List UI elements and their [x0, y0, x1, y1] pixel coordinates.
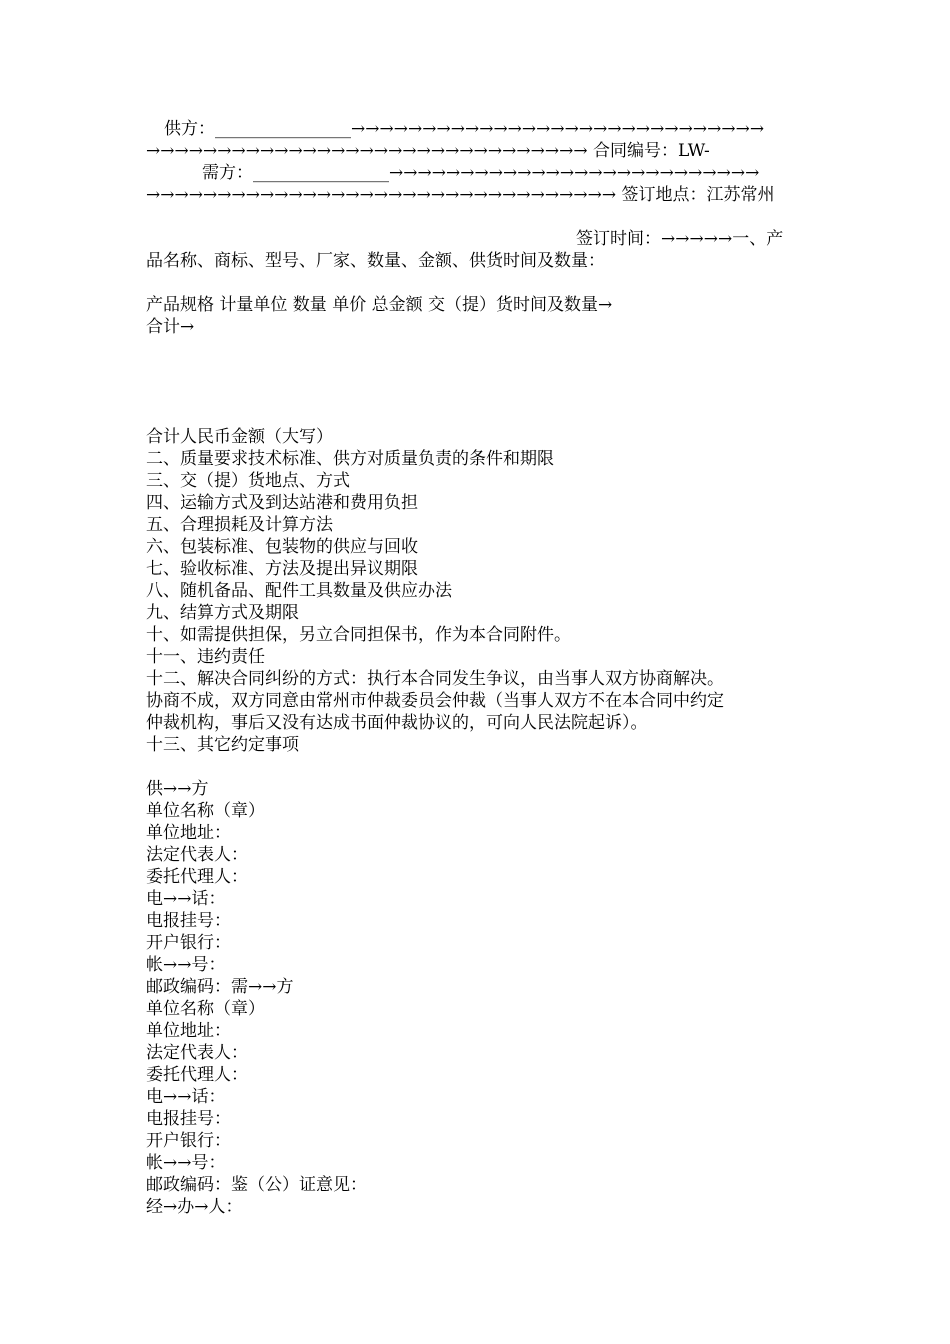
product-table	[146, 294, 806, 338]
signature-line: 单位名称（章）	[146, 801, 265, 821]
section1-continuation: 品名称、商标、型号、厂家、数量、金额、供货时间及数量：	[146, 251, 605, 271]
clause-line: 十一、违约责任	[146, 647, 265, 667]
clause-line: 五、合理损耗及计算方法	[146, 515, 333, 535]
clause-line: 二、质量要求技术标准、供方对质量负责的条件和期限	[146, 449, 554, 469]
table-total-row: 合计→	[146, 317, 195, 337]
signature-line: 供→→方	[146, 779, 209, 799]
clause-line: 十二、解决合同纠纷的方式：执行本合同发生争议，由当事人双方协商解决。	[146, 669, 724, 689]
spacer	[146, 338, 806, 426]
clause-line: 协商不成，双方同意由常州市仲裁委员会仲裁（当事人双方不在本合同中约定	[146, 691, 724, 711]
clause-line: 七、验收标准、方法及提出异议期限	[146, 559, 418, 579]
signature-line: 委托代理人：	[146, 1065, 248, 1085]
contract-document	[146, 118, 806, 1218]
signature-line: 经→办→人：	[146, 1197, 243, 1217]
signature-line: 帐→→号：	[146, 1153, 226, 1173]
buyer-line-2: →→→→→→→→→→→→→→→→→→→→→→→→→→→→→→→→→ 签订地点：江苏常州	[146, 185, 775, 205]
signature-line: 邮政编码：需→→方	[146, 977, 294, 997]
signature-block	[146, 778, 806, 1218]
signature-line: 电→→话：	[146, 889, 226, 909]
spacer	[146, 206, 806, 228]
signature-line: 单位地址：	[146, 1021, 231, 1041]
spacer	[146, 756, 806, 778]
signature-line: 帐→→号：	[146, 955, 226, 975]
signature-line: 电报挂号：	[146, 911, 231, 931]
sign-time-line: 签订时间：→→→→→一、产	[576, 229, 784, 249]
signature-line: 法定代表人：	[146, 845, 248, 865]
signature-line: 开户银行：	[146, 1131, 231, 1151]
signature-line: 单位地址：	[146, 823, 231, 843]
clause-line: 九、结算方式及期限	[146, 603, 299, 623]
signature-line: 法定代表人：	[146, 1043, 248, 1063]
clause-line: 合计人民币金额（大写）	[146, 427, 333, 447]
signature-line: 委托代理人：	[146, 867, 248, 887]
signature-line: 电报挂号：	[146, 1109, 231, 1129]
clause-line: 仲裁机构，事后又没有达成书面仲裁协议的，可向人民法院起诉）。	[146, 713, 648, 733]
supplier-line-1: 供方：________________→→→→→→→→→→→→→→→→→→→→→→→→→→→→→	[164, 119, 765, 139]
clause-line: 六、包装标准、包装物的供应与回收	[146, 537, 418, 557]
clause-line: 三、交（提）货地点、方式	[146, 471, 350, 491]
clause-line: 十、如需提供担保，另立合同担保书，作为本合同附件。	[146, 625, 571, 645]
clause-line: 十三、其它约定事项	[146, 735, 299, 755]
clause-line: 八、随机备品、配件工具数量及供应办法	[146, 581, 452, 601]
signature-line: 开户银行：	[146, 933, 231, 953]
table-header-row: 产品规格 计量单位 数量 单价 总金额 交（提）货时间及数量→	[146, 295, 613, 315]
buyer-line-1: 需方：________________→→→→→→→→→→→→→→→→→→→→→→→→→→	[202, 163, 760, 183]
supplier-line-2: →→→→→→→→→→→→→→→→→→→→→→→→→→→→→→→ 合同编号：LW-	[146, 141, 710, 161]
spacer	[146, 272, 806, 294]
clause-list	[146, 426, 806, 756]
signature-line: 邮政编码：鉴（公）证意见：	[146, 1175, 367, 1195]
signature-line: 电→→话：	[146, 1087, 226, 1107]
clause-line: 四、运输方式及到达站港和费用负担	[146, 493, 418, 513]
signature-line: 单位名称（章）	[146, 999, 265, 1019]
